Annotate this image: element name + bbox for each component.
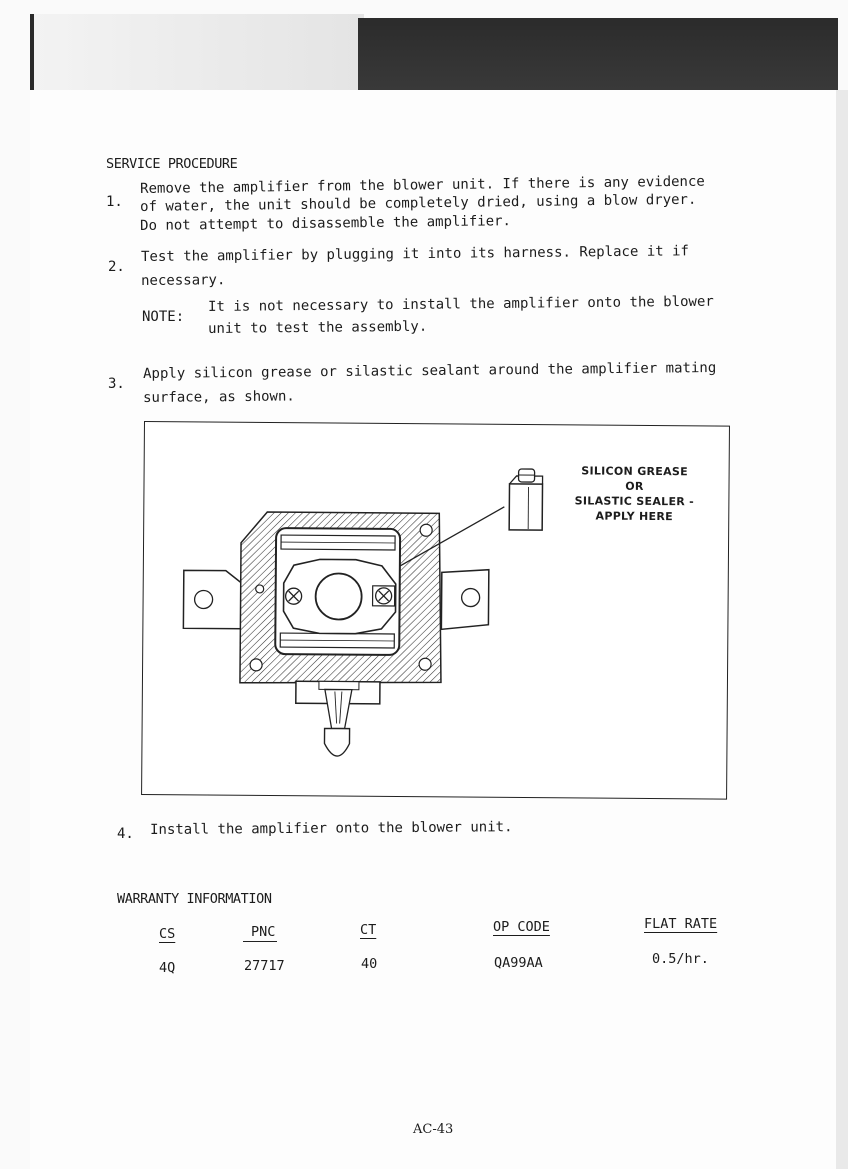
step-number: 1.	[106, 194, 123, 210]
note-label: NOTE:	[142, 309, 185, 325]
page-number: AC-43	[413, 1122, 454, 1137]
amplifier-figure	[141, 421, 730, 800]
corner-hole	[250, 659, 262, 671]
step-text: surface, as shown.	[143, 388, 295, 406]
scan-dark-band	[358, 18, 838, 94]
warranty-column-header: CS	[159, 926, 176, 942]
warranty-column-header: FLAT RATE	[644, 916, 718, 932]
warranty-column-header: PNC	[243, 924, 277, 942]
left-mounting-hole	[195, 590, 213, 608]
callout-line: OR	[625, 479, 644, 493]
step-text: of water, the unit should be completely dried, using a blow dryer.	[140, 191, 697, 215]
note-text: It is not necessary to install the amplifier onto the blower	[208, 293, 714, 315]
sealant-tube	[509, 484, 542, 530]
sensor-stem	[325, 689, 352, 728]
warranty-column-header: OP CODE	[493, 919, 550, 935]
warranty-column-value: 4Q	[159, 960, 176, 976]
step-text: Apply silicon grease or silastic sealant around the amplifier mating	[143, 359, 717, 382]
corner-hole	[419, 658, 431, 670]
step-text: Remove the amplifier from the blower unit. If there is any evidence	[140, 173, 705, 197]
corner-hole	[420, 524, 432, 536]
step-text: Do not attempt to disassemble the amplifier.	[140, 213, 512, 234]
step-text: necessary.	[141, 272, 226, 289]
right-mounting-hole	[462, 589, 480, 607]
warranty-title: WARRANTY INFORMATION	[117, 891, 272, 907]
left-mounting-tab	[183, 570, 243, 628]
scan-shade	[34, 14, 364, 96]
step-number: 2.	[108, 259, 125, 275]
callout-line: APPLY HERE	[595, 509, 674, 524]
warranty-column-value: QA99AA	[494, 955, 543, 971]
callout-line: SILASTIC SEALER -	[574, 494, 695, 509]
warranty-column-value: 27717	[244, 958, 285, 974]
warranty-column-value: 0.5/hr.	[652, 951, 709, 967]
scan-edge-right	[836, 90, 848, 1169]
warranty-column-value: 40	[361, 956, 378, 972]
note-text: unit to test the assembly.	[208, 318, 428, 337]
section-title: SERVICE PROCEDURE	[106, 156, 238, 172]
step-text: Install the amplifier onto the blower unit.	[150, 819, 513, 838]
corner-hole	[256, 585, 264, 593]
warranty-column-header: CT	[360, 922, 377, 938]
amplifier-port	[315, 573, 361, 619]
callout-line: SILICON GREASE	[581, 464, 689, 479]
step-number: 4.	[117, 826, 134, 842]
step-number: 3.	[108, 376, 125, 392]
sensor-bulb	[324, 728, 349, 756]
step-text: Test the amplifier by plugging it into its harness. Replace it if	[141, 243, 690, 265]
